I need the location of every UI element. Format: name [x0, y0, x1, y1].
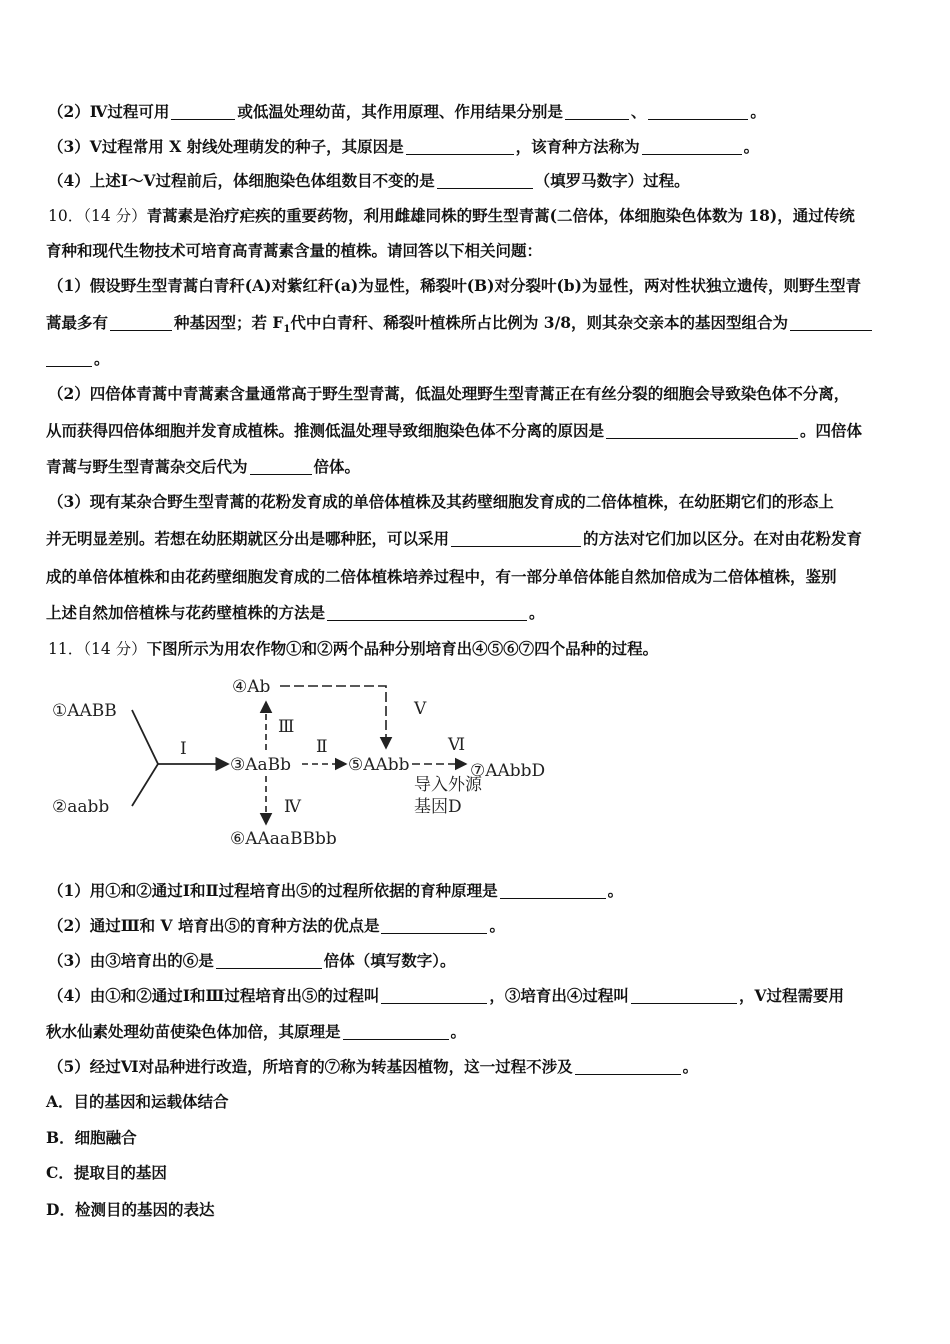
- q10-part1: （1）假设野生型青蒿白青秆(A)对紫红秆(a)为显性，稀裂叶(B)对分裂叶(b)为显性，两对性状独立遗传，则野生型青: [48, 276, 861, 295]
- roman-1: Ⅰ: [180, 739, 187, 759]
- question-number: 10．（14 分）: [48, 207, 147, 225]
- roman-6: Ⅵ: [448, 735, 466, 755]
- answer-blank[interactable]: [406, 138, 514, 155]
- q10-part2-end: 青蒿与野生型青蒿杂交后代为 倍体。: [46, 457, 361, 476]
- breeding-diagram: [40, 672, 600, 862]
- roman-4: Ⅳ: [284, 797, 301, 817]
- answer-blank[interactable]: [46, 350, 92, 367]
- q11-part4-cont: 秋水仙素处理幼苗使染色体加倍，其原理是 。: [46, 1022, 467, 1041]
- q10-intro: 10．（14 分）青蒿素是治疗疟疾的重要药物，利用雌雄同株的野生型青蒿(二倍体，体细胞染色体数为 18)，通过传统: [48, 206, 855, 225]
- q10-part2-cont: 从而获得四倍体细胞并发育成植株。推测低温处理导致细胞染色体不分离的原因是 。四倍体: [46, 421, 863, 440]
- roman-3: Ⅲ: [278, 717, 295, 737]
- answer-blank[interactable]: [327, 604, 527, 621]
- answer-blank[interactable]: [451, 530, 581, 547]
- node-2: ②aabb: [52, 797, 110, 817]
- answer-blank[interactable]: [565, 103, 629, 120]
- q9-part2: （2）Ⅳ过程可用 或低温处理幼苗，其作用原理、作用结果分别是 、 。: [48, 102, 766, 121]
- merge-lines: [132, 710, 158, 806]
- answer-blank[interactable]: [790, 314, 872, 331]
- node-6: ⑥AAaaBBbb: [230, 829, 337, 849]
- roman-5: Ⅴ: [414, 699, 427, 719]
- answer-blank[interactable]: [381, 917, 487, 934]
- option-b[interactable]: B．细胞融合: [46, 1128, 137, 1147]
- node-1: ①AABB: [52, 701, 117, 721]
- answer-blank[interactable]: [381, 987, 487, 1004]
- option-a[interactable]: A．目的基因和运载体结合: [46, 1092, 229, 1111]
- q10-part2: （2）四倍体青蒿中青蒿素含量通常高于野生型青蒿，低温处理野生型青蒿正在有丝分裂的细胞会导致染色体不分离，: [48, 384, 850, 403]
- q11-part5: （5）经过Ⅵ对品种进行改造，所培育的⑦称为转基因植物，这一过程不涉及 。: [48, 1057, 699, 1076]
- node-7: ⑦AAbbD: [470, 761, 546, 781]
- q10-part1-cont: 蒿最多有 种基因型；若 $F_1$代中白青秆、稀裂叶植株所占比例为 3/8，则其杂交亲本的基因型组合为: [46, 312, 910, 341]
- q10-intro-cont: 育种和现代生物技术可培育高青蒿素含量的植株。请回答以下相关问题：: [46, 241, 543, 260]
- answer-blank[interactable]: [500, 882, 606, 899]
- q9-part3: （3）Ⅴ过程常用 X 射线处理萌发的种子，其原因是 ，该育种方法称为 。: [48, 137, 760, 156]
- answer-blank[interactable]: [343, 1023, 449, 1040]
- answer-blank[interactable]: [648, 103, 748, 120]
- option-c[interactable]: C．提取目的基因: [46, 1163, 167, 1182]
- answer-blank[interactable]: [606, 422, 798, 439]
- answer-blank[interactable]: [642, 138, 742, 155]
- q10-part3-cont2: 成的单倍体植株和由花药壁细胞发育成的二倍体植株培养过程中，有一部分单倍体能自然加倍成为二倍体植株，鉴别: [46, 567, 837, 586]
- node-5: ⑤AAbb: [348, 755, 410, 775]
- q10-part3: （3）现有某杂合野生型青蒿的花粉发育成的单倍体植株及其药壁细胞发育成的二倍体植株，在幼胚期它们的形态上: [48, 492, 834, 511]
- q10-part1-end: 。: [46, 348, 910, 370]
- answer-blank[interactable]: [110, 314, 172, 331]
- answer-blank[interactable]: [575, 1058, 681, 1075]
- q11-intro: 11．（14 分）下图所示为用农作物①和②两个品种分别培育出④⑤⑥⑦四个品种的过程。: [48, 639, 659, 658]
- answer-blank[interactable]: [171, 103, 235, 120]
- node-3: ③AaBb: [230, 755, 292, 775]
- option-d[interactable]: D．检测目的基因的表达: [46, 1200, 215, 1219]
- question-number: 11．（14 分）: [48, 640, 147, 658]
- answer-blank[interactable]: [216, 952, 322, 969]
- answer-blank[interactable]: [437, 172, 533, 189]
- q11-part2: （2）通过Ⅲ和 V 培育出⑤的育种方法的优点是 。: [48, 916, 505, 935]
- note-line-1: 导入外源: [414, 775, 482, 795]
- answer-blank[interactable]: [631, 987, 737, 1004]
- node-4: ④Ab: [232, 677, 271, 697]
- q11-part3: （3）由③培育出的⑥是 倍体（填写数字）。: [48, 951, 456, 970]
- q9-part4: （4）上述Ⅰ～Ⅴ过程前后，体细胞染色体组数目不变的是 （填罗马数字）过程。: [48, 171, 690, 190]
- q11-part1: （1）用①和②通过Ⅰ和Ⅱ过程培育出⑤的过程所依据的育种原理是 。: [48, 881, 624, 900]
- roman-2: Ⅱ: [316, 737, 328, 757]
- arrow-5: [280, 686, 386, 748]
- note-line-2: 基因D: [414, 797, 462, 817]
- q10-part3-end: 上述自然加倍植株与花药壁植株的方法是 。: [46, 603, 545, 622]
- q10-part3-cont: 并无明显差别。若想在幼胚期就区分出是哪种胚，可以采用 的方法对它们加以区分。在对由花粉发育: [46, 529, 863, 548]
- q11-part4: （4）由①和②通过Ⅰ和Ⅲ过程培育出⑤的过程叫 ，③培育出④过程叫 ，Ⅴ过程需要用: [48, 986, 844, 1005]
- answer-blank[interactable]: [250, 458, 312, 475]
